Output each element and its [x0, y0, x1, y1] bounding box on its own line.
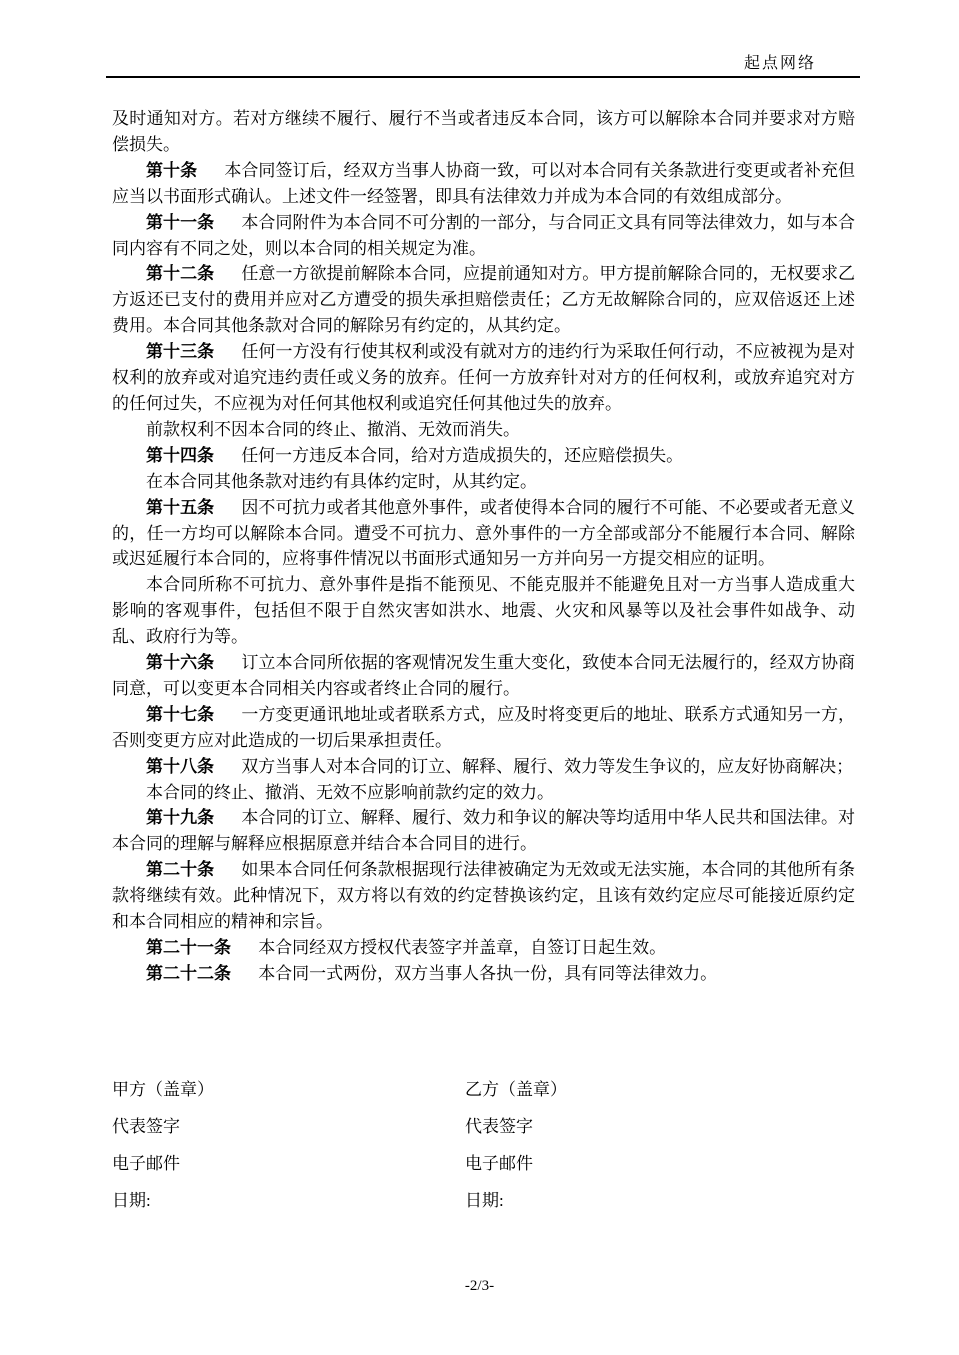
article-text: 本合同签订后，经双方当事人协商一致，可以对本合同有关条款进行变更或者补充但应当以书面形式确认。上述文件一经签署，即具有法律效力并成为本合同的有效组成部分。	[112, 160, 855, 206]
signature-row-sign	[112, 1117, 855, 1137]
party-a-date-label: 日期:	[112, 1191, 151, 1210]
article-text: 订立本合同所依据的客观情况发生重大变化，致使本合同无法履行的，经双方协商同意，可以变更本合同相关内容或者终止合同的履行。	[112, 653, 855, 698]
article-number: 第二十一条	[146, 938, 231, 957]
article-number: 第十八条	[146, 756, 214, 776]
article-text: 本合同的订立、解释、履行、效力和争议的解决等均适用中华人民共和国法律。对本合同的理解与解释应根据原意并结合本合同目的进行。	[112, 808, 855, 854]
article-number: 第十三条	[146, 342, 215, 362]
article-paragraph	[112, 961, 855, 987]
article-paragraph	[112, 158, 855, 210]
article-number: 第十七条	[146, 704, 215, 724]
article-paragraph	[112, 935, 855, 961]
article-paragraph	[112, 339, 855, 417]
article-text: 如果本合同任何条款根据现行法律被确定为无效或无法实施，本合同的其他所有条款将继续有效。此种情况下，双方将以有效的约定替换该约定，且该有效约定应尽可能接近原约定和本合同相应的精神和宗旨。	[112, 860, 855, 932]
signature-row-seal	[112, 1080, 855, 1100]
page-header	[106, 52, 860, 78]
article-number: 第十一条	[146, 212, 215, 232]
article-paragraph	[112, 495, 855, 573]
body-paragraph	[112, 780, 855, 806]
article-number: 第十二条	[146, 264, 215, 284]
body-paragraph	[112, 417, 855, 443]
article-number: 第二十条	[146, 860, 215, 880]
article-text: 本合同附件为本合同不可分割的一部分，与合同正文具有同等法律效力，如与本合同内容有不同之处，则以本合同的相关规定为准。	[112, 212, 855, 258]
article-paragraph	[112, 261, 855, 339]
party-a-seal-label: 甲方（盖章）	[112, 1080, 214, 1099]
body-paragraph	[112, 572, 855, 650]
article-number: 第十六条	[146, 653, 215, 673]
article-paragraph	[112, 754, 855, 780]
signature-block	[112, 1080, 855, 1228]
signature-row-date	[112, 1191, 855, 1211]
header-title: 起点网络	[743, 55, 816, 72]
party-a-sign-label: 代表签字	[112, 1117, 180, 1136]
article-number: 第十条	[146, 160, 198, 180]
article-text: 因不可抗力或者其他意外事件，或者使得本合同的履行不可能、不必要或者无意义的，任一方均可以解除本合同。遭受不可抗力、意外事件的一方全部或部分不能履行本合同、解除或迟延履行本合同的，应将事件情况以书面形式通知另一方并向另一方提交相应的证明。	[112, 497, 855, 569]
article-text: 任何一方违反本合同，给对方造成损失的，还应赔偿损失。	[241, 445, 684, 465]
party-b-email-label: 电子邮件	[465, 1154, 533, 1173]
article-text: 一方变更通讯地址或者联系方式，应及时将变更后的地址、联系方式通知另一方，否则变更方应对此造成的一切后果承担责任。	[112, 704, 855, 750]
article-text: 本合同经双方授权代表签字并盖章，自签订日起生效。	[258, 938, 667, 957]
party-a-email-label: 电子邮件	[112, 1154, 180, 1173]
contract-body	[112, 106, 855, 987]
article-paragraph	[112, 857, 855, 935]
article-text: 任何一方没有行使其权利或没有就对方的违约行为采取任何行动，不应被视为是对权利的放弃或对追究违约责任或义务的放弃。任何一方放弃针对对方的任何权利，或放弃追究对方的任何过失，不应视为对任何其他权利或追究任何其他过失的放弃。	[112, 342, 855, 413]
article-paragraph	[112, 443, 855, 469]
signature-row-email	[112, 1154, 855, 1174]
article-text: 本合同的终止、撤消、无效不应影响前款约定的效力。	[146, 782, 554, 802]
article-paragraph	[112, 210, 855, 262]
article-paragraph	[112, 702, 855, 754]
article-text: 前款权利不因本合同的终止、撤消、无效而消失。	[146, 419, 520, 439]
article-text: 本合同一式两份，双方当事人各执一份，具有同等法律效力。	[258, 963, 718, 983]
article-text: 在本合同其他条款对违约有具体约定时，从其约定。	[146, 471, 537, 491]
article-text: 及时通知对方。若对方继续不履行、履行不当或者违反本合同，该方可以解除本合同并要求对方赔偿损失。	[112, 109, 855, 154]
article-paragraph	[112, 805, 855, 857]
article-text: 双方当事人对本合同的订立、解释、履行、效力等发生争议的，应友好协商解决；	[241, 756, 854, 776]
article-text: 任意一方欲提前解除本合同，应提前通知对方。甲方提前解除合同的，无权要求乙方返还已支付的费用并应对乙方遭受的损失承担赔偿责任；乙方无故解除合同的，应双倍返还上述费用。本合同其他条款对合同的解除另有约定的，从其约定。	[112, 264, 855, 336]
article-number: 第十九条	[146, 808, 215, 828]
article-text: 本合同所称不可抗力、意外事件是指不能预见、不能克服并不能避免且对一方当事人造成重大影响的客观事件，包括但不限于自然灾害如洪水、地震、火灾和风暴等以及社会事件如战争、动乱、政府行为等。	[112, 575, 855, 647]
article-number: 第十四条	[146, 445, 214, 465]
article-number: 第十五条	[146, 497, 215, 517]
article-number: 第二十二条	[146, 963, 231, 983]
party-b-seal-label: 乙方（盖章）	[465, 1080, 567, 1099]
article-paragraph	[112, 650, 855, 702]
page-number: -2/3-	[464, 1278, 495, 1294]
party-b-sign-label: 代表签字	[465, 1117, 533, 1136]
party-b-date-label: 日期:	[465, 1191, 504, 1210]
page-footer	[0, 1278, 959, 1295]
body-paragraph	[112, 469, 855, 495]
body-paragraph	[112, 106, 855, 158]
